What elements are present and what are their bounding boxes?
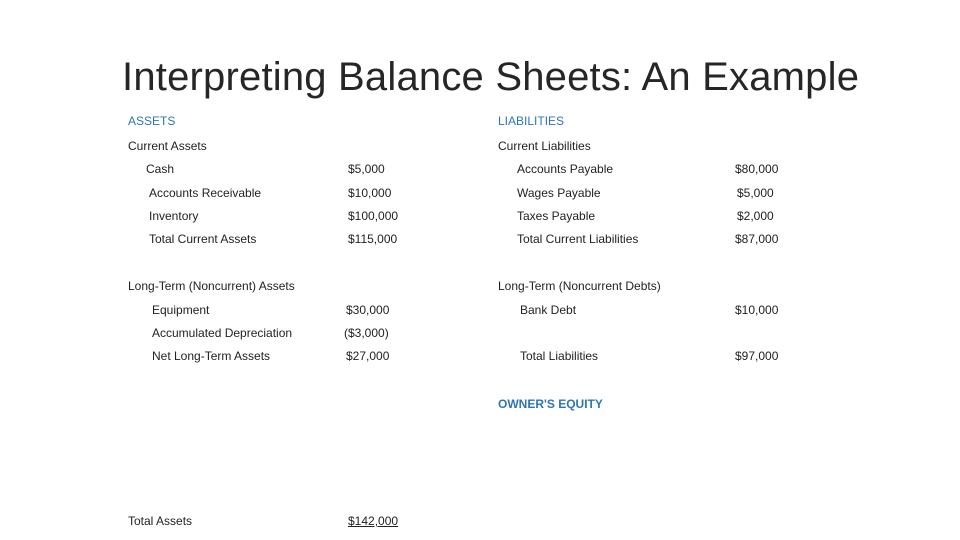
asset-row-value: $27,000 [346, 349, 390, 363]
liability-row-value: $80,000 [735, 162, 779, 176]
total-assets-value: $142,000 [348, 514, 399, 528]
asset-row-label: Cash [146, 162, 175, 176]
current-liabilities-label: Current Liabilities [498, 139, 591, 153]
liability-row-label: Bank Debt [520, 303, 577, 317]
asset-row-value: $30,000 [346, 303, 390, 317]
liability-row-value: $87,000 [735, 232, 779, 246]
liability-row-label: Taxes Payable [517, 209, 596, 223]
liabilities-header: LIABILITIES [498, 114, 565, 128]
asset-row-value: ($3,000) [344, 326, 389, 340]
asset-row-value: $115,000 [348, 232, 398, 246]
liability-row-label: Accounts Payable [517, 162, 614, 176]
liability-row-label: Total Liabilities [520, 349, 599, 363]
liability-row-value: $5,000 [737, 186, 774, 200]
asset-row-label: Equipment [152, 303, 210, 317]
asset-row-label: Accounts Receivable [149, 186, 262, 200]
total-assets-label: Total Assets [128, 514, 193, 528]
asset-row-label: Net Long-Term Assets [152, 349, 271, 363]
asset-row-value: $5,000 [348, 162, 385, 176]
slide-title: Interpreting Balance Sheets: An Example [122, 55, 860, 99]
assets-header: ASSETS [128, 114, 176, 128]
asset-row-label: Inventory [149, 209, 199, 223]
liability-row-label: Total Current Liabilities [517, 232, 639, 246]
liability-row-value: $2,000 [737, 209, 774, 223]
owners-equity-header: OWNER'S EQUITY [498, 397, 603, 411]
longterm-assets-label: Long-Term (Noncurrent) Assets [128, 279, 295, 293]
asset-row-value: $100,000 [348, 209, 399, 223]
longterm-debts-label: Long-Term (Noncurrent Debts) [498, 279, 661, 293]
liability-row-label: Wages Payable [517, 186, 601, 200]
liability-row-value: $10,000 [735, 303, 779, 317]
asset-row-label: Total Current Assets [149, 232, 257, 246]
current-assets-label: Current Assets [128, 139, 207, 153]
asset-row-label: Accumulated Depreciation [152, 326, 293, 340]
liability-row-value: $97,000 [735, 349, 779, 363]
asset-row-value: $10,000 [348, 186, 392, 200]
